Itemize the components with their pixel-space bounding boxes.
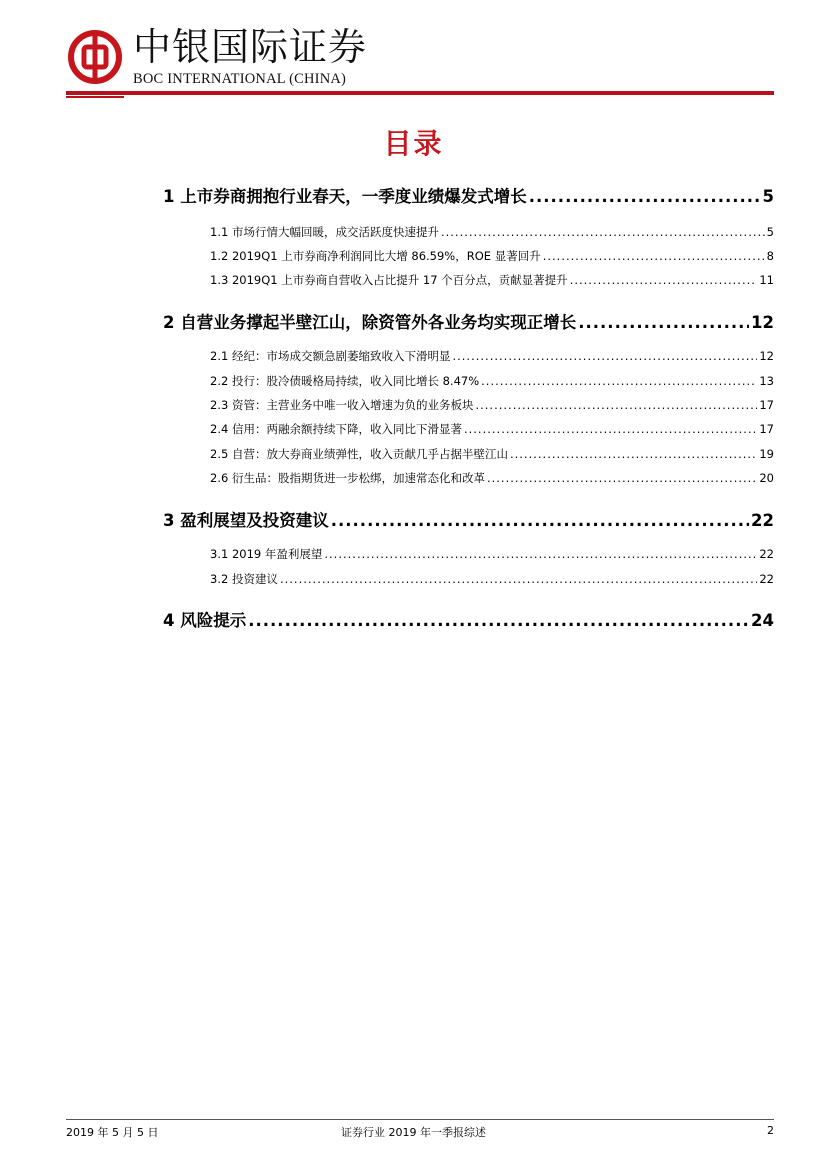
toc-leader-dots [570,273,758,287]
toc-entry-page: 17 [759,422,774,436]
toc-entry-page: 5 [766,225,774,239]
toc-entry-1-3[interactable] [210,272,774,288]
toc-entry-page: 8 [766,249,774,263]
toc-entry-section-3[interactable] [163,507,774,531]
toc-entry-label: 4 风险提示 [163,611,247,630]
toc-leader-dots [441,225,765,239]
toc-entry-page: 12 [751,313,774,332]
toc-leader-dots [464,422,757,436]
toc-leader-dots [248,611,749,630]
boc-logo-icon [68,30,122,84]
toc-entry-3-2[interactable] [210,571,774,587]
toc-entry-2-3[interactable] [210,397,774,413]
toc-entry-section-2[interactable] [163,309,774,333]
toc-leader-dots [487,471,757,485]
toc-entry-label: 1.3 2019Q1 上市券商自营收入占比提升 17 个百分点，贡献显著提升 [210,273,568,287]
toc-entry-page: 22 [759,547,774,561]
toc-entry-2-5[interactable] [210,446,774,462]
toc-entry-3-1[interactable] [210,546,774,562]
toc-entry-page: 22 [751,511,774,530]
header-divider-accent [66,96,124,98]
toc-entry-page: 24 [751,611,774,630]
toc-entry-label: 2.3 资管：主营业务中唯一收入增速为负的业务板块 [210,398,474,412]
toc-entry-label: 2.5 自营：放大券商业绩弹性，收入贡献几乎占据半壁江山 [210,447,508,461]
toc-entry-page: 20 [759,471,774,485]
toc-leader-dots [578,313,749,332]
toc-entry-label: 3 盈利展望及投资建议 [163,511,329,530]
toc-entry-page: 12 [759,349,774,363]
toc-leader-dots [324,547,757,561]
toc-leader-dots [510,447,757,461]
toc-entry-page: 22 [759,572,774,586]
header-divider [66,91,774,95]
toc-entry-2-2[interactable] [210,373,774,389]
footer-page-number: 2 [767,1124,774,1137]
toc-entry-page: 13 [759,374,774,388]
toc-entry-section-4[interactable] [163,607,774,631]
toc-entry-page: 17 [759,398,774,412]
toc-entry-label: 2.2 投行：股冷债暖格局持续，收入同比增长 8.47% [210,374,480,388]
toc-entry-label: 3.1 2019 年盈利展望 [210,547,323,561]
brand-name-en: BOC INTERNATIONAL (CHINA) [133,71,347,87]
toc-entry-page: 11 [759,273,774,287]
footer-divider [66,1119,774,1120]
toc-entry-1-2[interactable] [210,248,774,264]
toc-title: 目录 [383,127,444,160]
toc-entry-2-4[interactable] [210,421,774,437]
footer-date: 2019 年 5 月 5 日 [66,1126,159,1139]
toc-entry-label: 2.6 衍生品：股指期货进一步松绑，加速常态化和改革 [210,471,485,485]
toc-leader-dots [543,249,765,263]
toc-leader-dots [331,511,749,530]
toc-entry-label: 1.2 2019Q1 上市券商净利润同比大增 86.59%，ROE 显著回升 [210,249,541,263]
toc-leader-dots [529,187,761,206]
toc-entry-label: 3.2 投资建议 [210,572,278,586]
toc-entry-label: 2.1 经纪：市场成交额急剧萎缩致收入下滑明显 [210,349,451,363]
toc-entry-2-6[interactable] [210,470,774,486]
toc-leader-dots [452,349,757,363]
toc-leader-dots [481,374,757,388]
toc-leader-dots [475,398,757,412]
toc-entry-label: 2 自营业务撑起半壁江山，除资管外各业务均实现正增长 [163,313,577,332]
footer-report-title: 证券行业 2019 年一季报综述 [341,1126,486,1139]
toc-entry-section-1[interactable] [163,183,774,207]
toc-entry-2-1[interactable] [210,348,774,364]
toc-leader-dots [280,572,757,586]
toc-entry-page: 19 [759,447,774,461]
toc-entry-label: 1.1 市场行情大幅回暖，成交活跃度快速提升 [210,225,439,239]
toc-entry-label: 2.4 信用：两融余额持续下降，收入同比下滑显著 [210,422,462,436]
toc-entry-page: 5 [762,187,774,206]
toc-entry-1-1[interactable] [210,224,774,240]
brand-name-cn: 中银国际证券 [133,25,368,69]
toc-entry-label: 1 上市券商拥抱行业春天，一季度业绩爆发式增长 [163,187,527,206]
